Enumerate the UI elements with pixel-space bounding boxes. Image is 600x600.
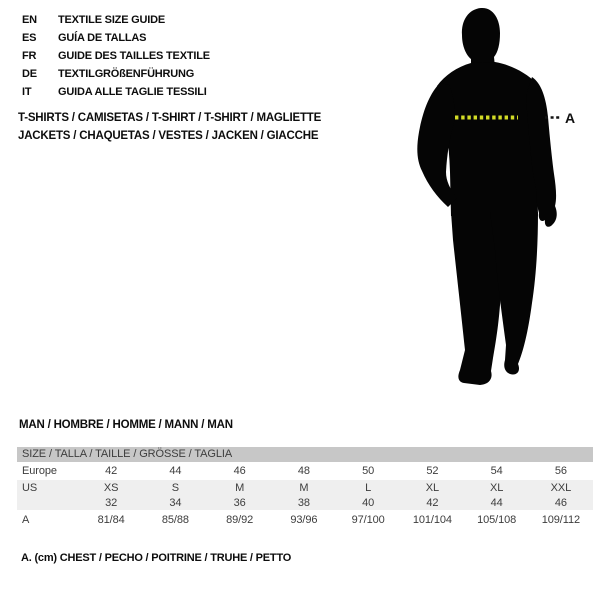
- size-table-cell: 32: [105, 496, 118, 509]
- silhouette-head: [462, 8, 500, 67]
- size-table-cell: 46: [233, 465, 246, 477]
- size-table-cell: 85/88: [161, 513, 189, 526]
- size-table-cell: L: [365, 481, 372, 494]
- man-silhouette: [417, 8, 556, 385]
- size-table-cell: XS: [103, 481, 119, 494]
- size-table-cell: 89/92: [226, 513, 254, 526]
- language-code: DE: [22, 68, 37, 80]
- size-table-cell: M: [235, 481, 245, 494]
- size-table-cell: S: [171, 481, 179, 494]
- size-table-cell: 105/108: [477, 513, 517, 526]
- size-table-cell: M: [299, 481, 309, 494]
- size-table-cell: 36: [233, 496, 246, 509]
- language-row: [22, 47, 210, 65]
- language-row: [22, 11, 210, 29]
- size-table-row-label: A: [22, 513, 30, 526]
- size-table-row-label: US: [22, 481, 38, 494]
- language-list: [22, 11, 210, 101]
- language-row: [22, 29, 210, 47]
- size-table-cell: XXL: [550, 481, 572, 494]
- size-table-cell: 101/104: [412, 513, 452, 526]
- size-table-header: SIZE / TALLA / TAILLE / GRÖSSE / TAGLIA: [17, 447, 593, 462]
- size-table-cell: 38: [297, 496, 310, 509]
- size-table-cell: XL: [425, 481, 439, 494]
- size-table: [17, 447, 593, 529]
- language-title: GUÍA DE TALLAS: [58, 32, 147, 44]
- size-table-row: [17, 480, 593, 495]
- measurement-footnote: A. (cm) CHEST / PECHO / POITRINE / TRUHE / PETTO: [21, 552, 292, 564]
- size-table-cell: 81/84: [97, 513, 125, 526]
- size-table-cell: 42: [105, 465, 118, 477]
- size-table-cell: 52: [426, 465, 439, 477]
- size-table-body: [17, 462, 593, 529]
- size-table-cell: 44: [490, 496, 503, 509]
- size-table-cell: 109/112: [541, 513, 580, 526]
- language-title: GUIDE DES TAILLES TEXTILE: [58, 50, 210, 62]
- size-table-row: [17, 462, 593, 480]
- category-list: [18, 109, 321, 145]
- language-code: FR: [22, 50, 37, 62]
- size-table-cell: 42: [426, 496, 439, 509]
- size-table-cell: 40: [362, 496, 375, 509]
- size-table-cell: 44: [169, 465, 182, 477]
- size-table-row: [17, 495, 593, 510]
- size-table-cell: 93/96: [290, 513, 318, 526]
- language-title: TEXTILGRÖßENFÜHRUNG: [58, 68, 195, 80]
- size-table-cell: 46: [554, 496, 567, 509]
- size-table-row-label: Europe: [22, 465, 57, 477]
- category-tshirts: T-SHIRTS / CAMISETAS / T-SHIRT / T-SHIRT / MAGLIETTE: [18, 112, 322, 124]
- size-table-cell: 97/100: [351, 513, 385, 526]
- size-table-cell: 50: [362, 465, 375, 477]
- language-title: TEXTILE SIZE GUIDE: [58, 14, 166, 26]
- size-table-cell: 54: [490, 465, 503, 477]
- size-table-cell: 34: [169, 496, 182, 509]
- size-table-cell: XL: [489, 481, 504, 494]
- language-code: EN: [22, 14, 37, 26]
- language-row: [22, 83, 210, 101]
- category-jackets: JACKETS / CHAQUETAS / VESTES / JACKEN / GIACCHE: [18, 130, 319, 142]
- measure-label-a: A: [565, 110, 576, 126]
- size-table-cell: 48: [297, 465, 310, 477]
- language-row: [22, 65, 210, 83]
- language-title: GUIDA ALLE TAGLIE TESSILI: [58, 86, 207, 98]
- size-table-cell: 56: [554, 465, 567, 477]
- size-table-row: [17, 510, 593, 529]
- section-title-man: MAN / HOMBRE / HOMME / MANN / MAN: [19, 419, 233, 431]
- man-silhouette-figure: [405, 0, 600, 405]
- language-code: ES: [22, 32, 37, 44]
- language-code: IT: [22, 86, 32, 98]
